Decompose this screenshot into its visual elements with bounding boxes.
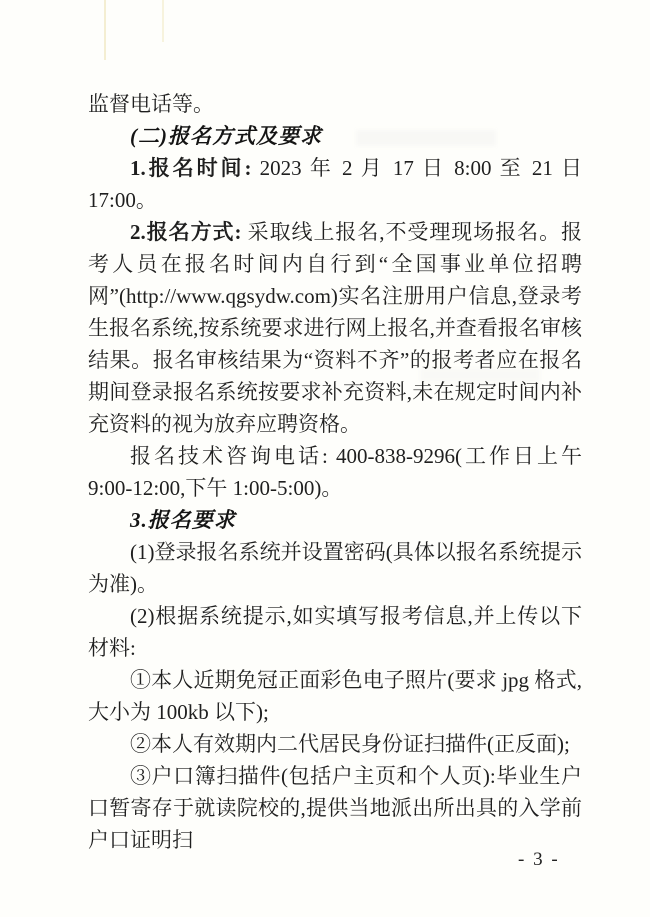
paragraph-signup-time <box>88 152 582 216</box>
paragraph-signup-method <box>88 216 582 440</box>
scan-artifact <box>104 0 106 60</box>
subsection-heading: 3.报名要求 <box>130 508 236 532</box>
document-body <box>88 88 582 856</box>
paragraph-phone: 报名技术咨询电话: 400-838-9296(工作日上午 9:00-12:00,下午 1:00-5:00)。 <box>88 444 582 500</box>
section-heading: (二)报名方式及要求 <box>130 124 322 148</box>
scan-artifact <box>162 0 164 42</box>
material-item-circled-1: ①本人近期免冠正面彩色电子照片(要求 jpg 格式,大小为 100kb 以下); <box>88 668 582 724</box>
paragraph-continuation: 监督电话等。 <box>88 92 214 116</box>
material-item-circled-2: ②本人有效期内二代居民身份证扫描件(正反面); <box>130 732 570 756</box>
paragraph-text: 采取线上报名,不受理现场报名。报考人员在报名时间内自行到“全国事业单位招聘网”(http://www.qgsydw.com)实名注册用户信息,登录考生报名系统,按系统要求进行网上报名,并查看报名审核结果。报名审核结果为“资料不齐”的报考者应在报名期间登录报名系统按要求补充资料,未在规定时间内补充资料的视为放弃应聘资格。 <box>88 220 583 436</box>
requirement-item-1: (1)登录报名系统并设置密码(具体以报名系统提示为准)。 <box>88 540 582 596</box>
paragraph-text: 2023 年 2 月 17 日 8:00 至 21 日 17:00。 <box>88 156 583 212</box>
paragraph-label: 2.报名方式: <box>130 220 242 244</box>
material-item-circled-3: ③户口簿扫描件(包括户主页和个人页):毕业生户口暂寄存于就读院校的,提供当地派出所出具的入学前户口证明扫 <box>88 764 582 852</box>
requirement-item-2: (2)根据系统提示,如实填写报考信息,并上传以下材料: <box>88 604 582 660</box>
page-number: - 3 - <box>518 849 560 870</box>
paragraph-label: 1.报名时间: <box>130 156 252 180</box>
